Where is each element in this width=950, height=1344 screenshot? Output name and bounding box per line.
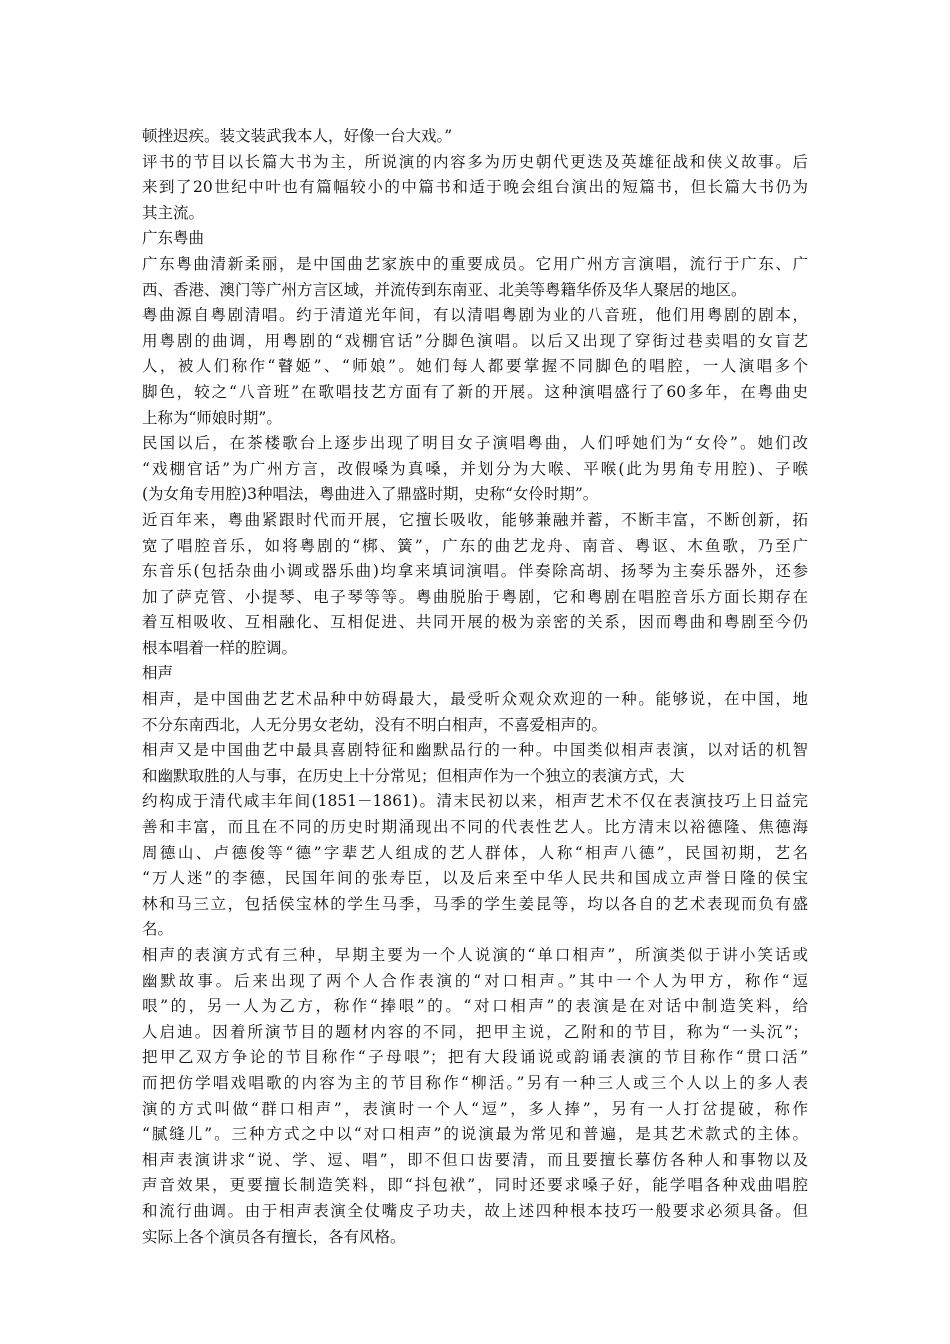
text-line: 林和马三立，包括侯宝林的学生马季，马季的学生姜昆等，均以各自的艺术表现而负有盛 xyxy=(142,894,808,913)
text-line: 其主流。 xyxy=(142,203,205,222)
text-line: 相声，是中国曲艺艺术品种中妨碍最大，最受听众观众欢迎的一种。能够说，在中国，地 xyxy=(142,690,808,709)
text-line: 用粤剧的曲调，用粤剧的“戏棚官话”分脚色演唱。以后又出现了穿街过巷卖唱的女盲艺 xyxy=(142,331,808,350)
text-line: 而把仿学唱戏唱歌的内容为主的节目称作“柳活。”另有一种三人或三个人以上的多人表 xyxy=(142,1073,808,1092)
text-line: 实际上各个演员各有擅长，各有风格。 xyxy=(142,1227,406,1246)
text-line: 根本唱着一样的腔调。 xyxy=(142,638,298,657)
text-line: 相声表演讲求“说、学、逗、唱”，即不但口齿要清，而且要擅长摹仿各种人和事物以及 xyxy=(142,1150,808,1169)
text-line: 声音效果，更要擅长制造笑料，即“抖包袱”，同时还要求嗓子好，能学唱各种戏曲唱腔 xyxy=(142,1176,808,1195)
text-line: 哏”的，另一人为乙方，称作“捧哏”的。“对口相声”的表演是在对话中制造笑料，给 xyxy=(142,997,808,1016)
text-line: 来到了20世纪中叶也有篇幅较小的中篇书和适于晚会组台演出的短篇书，但长篇大书仍为 xyxy=(142,178,808,197)
text-line: 善和丰富，而且在不同的历史时期涌现出不同的代表性艺人。比方清末以裕德隆、焦德海 xyxy=(142,818,808,837)
section-heading: 广东粤曲 xyxy=(142,229,205,248)
text-line: 相声又是中国曲艺中最具喜剧特征和幽默品行的一种。中国类似相声表演，以对话的机智 xyxy=(142,741,808,760)
text-line: 把甲乙双方争论的节目称作“子母哏”；把有大段诵说或韵诵表演的节目称作“贯口活” xyxy=(142,1048,808,1067)
text-line: 粤曲源自粤剧清唱。约于清道光年间，有以清唱粤剧为业的八音班，他们用粤剧的剧本， xyxy=(142,306,808,325)
text-line: 宽了唱腔音乐，如将粤剧的“梆、簧”，广东的曲艺龙舟、南音、粤讴、木鱼歌，乃至广 xyxy=(142,536,808,555)
text-line: (为女角专用腔)3种唱法，粤曲进入了鼎盛时期，史称“女伶时期”。 xyxy=(142,485,599,504)
text-line: 人启迪。因着所演节目的题材内容的不同，把甲主说，乙附和的节目，称为“一头沉”； xyxy=(142,1022,808,1041)
section-heading: 相声 xyxy=(142,664,174,683)
text-line: 脚色，较之“八音班”在歌唱技艺方面有了新的开展。这种演唱盛行了60多年，在粤曲史 xyxy=(142,382,808,401)
text-line: “戏棚官话”为广州方言，改假嗓为真嗓，并划分为大喉、平喉(此为男角专用腔)、子喉 xyxy=(142,459,808,478)
text-line: 着互相吸收、互相融化、互相促进、共同开展的极为亲密的关系，因而粤曲和粤剧至今仍 xyxy=(142,613,808,632)
text-line: “万人迷”的李德，民国年间的张寿臣，以及后来至中华人民共和国成立声誉日隆的侯宝 xyxy=(142,869,808,888)
text-line: 不分东南西北，人无分男女老幼，没有不明白相声，不喜爱相声的。 xyxy=(142,715,608,734)
text-line: 名。 xyxy=(142,920,174,939)
text-line: 周德山、卢德俊等“德”字辈艺人组成的艺人群体，人称“相声八德”，民国初期，艺名 xyxy=(142,843,808,862)
text-line: 演的方式叫做“群口相声”，表演时一个人“逗”，多人捧”，另有一人打岔提破，称作 xyxy=(142,1099,808,1118)
text-line: 相声的表演方式有三种，早期主要为一个人说演的“单口相声”，所演类似于讲小笑话或 xyxy=(142,946,808,964)
text-line: 顿挫迟疾。装文装武我本人，好像一台大戏。” xyxy=(142,127,453,145)
text-line: 人，被人们称作“瞽姬”、“师娘”。她们每人都要掌握不同脚色的唱腔，一人演唱多个 xyxy=(142,357,808,376)
text-line: 东音乐(包括杂曲小调或器乐曲)均拿来填词演唱。伴奏除高胡、扬琴为主奏乐器外，还参 xyxy=(142,562,808,581)
text-line: 幽默故事。后来出现了两个人合作表演的“对口相声。”其中一个人为甲方，称作“逗 xyxy=(142,971,808,990)
text-line: 约构成于清代咸丰年间(1851－1861)。清末民初以来，相声艺术不仅在表演技巧上日益完 xyxy=(142,792,808,811)
text-line: “腻缝儿”。三种方式之中以“对口相声”的说演最为常见和普遍，是其艺术款式的主体。 xyxy=(142,1125,808,1144)
text-line: 广东粤曲清新柔丽，是中国曲艺家族中的重要成员。它用广州方言演唱，流行于广东、广 xyxy=(142,254,808,273)
text-line: 西、香港、澳门等广州方言区域，并流传到东南亚、北美等粤籍华侨及华人聚居的地区。 xyxy=(142,280,747,299)
text-line: 评书的节目以长篇大书为主，所说演的内容多为历史朝代更迭及英雄征战和侠义故事。后 xyxy=(142,152,808,171)
text-line: 上称为“师娘时期”。 xyxy=(142,408,282,427)
text-line: 近百年来，粤曲紧跟时代而开展，它擅长吸收，能够兼融并蓄，不断丰富，不断创新，拓 xyxy=(142,510,808,529)
text-line: 加了萨克管、小提琴、电子琴等等。粤曲脱胎于粤剧，它和粤剧在唱腔音乐方面长期存在 xyxy=(142,587,808,606)
text-line: 和幽默取胜的人与事，在历史上十分常见；但相声作为一个独立的表演方式，大 xyxy=(142,766,685,785)
text-line: 民国以后，在茶楼歌台上逐步出现了明目女子演唱粤曲，人们呼她们为“女伶”。她们改 xyxy=(142,434,808,453)
document-page xyxy=(142,124,808,1250)
text-line: 和流行曲调。由于相声表演全仗嘴皮子功夫，故上述四种根本技巧一般要求必须具备。但 xyxy=(142,1201,808,1220)
